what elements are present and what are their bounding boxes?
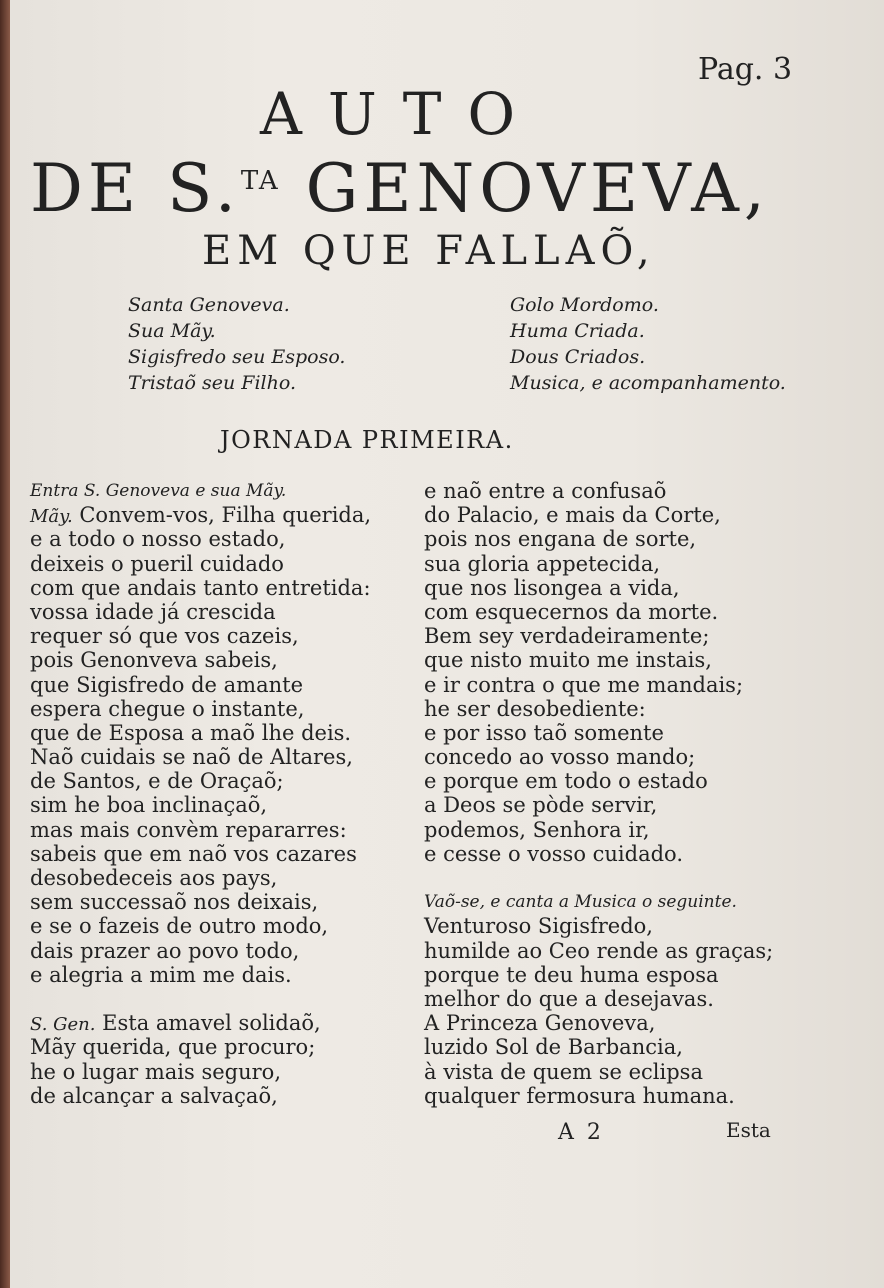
verse-line: que Sigisfredo de amante bbox=[30, 672, 303, 697]
verse-line: pois Genonveva sabeis, bbox=[30, 648, 278, 673]
text-column-left bbox=[30, 479, 371, 1108]
verse-line: deixeis o pueril cuidado bbox=[30, 551, 284, 576]
verse-line: Naõ cuidais se naõ de Altares, bbox=[30, 745, 353, 770]
verse-line: e cesse o vosso cuidado. bbox=[424, 841, 684, 866]
text-column-right bbox=[424, 479, 773, 1108]
verse-line: qualquer fermosura humana. bbox=[424, 1083, 735, 1108]
verse-line: sim he boa inclinaçaõ, bbox=[30, 793, 268, 818]
verse-line: sem successaõ nos deixais, bbox=[30, 890, 319, 915]
verse-line: vossa idade já crescida bbox=[30, 599, 276, 624]
verse-line: que nos lisongea a vida, bbox=[424, 575, 680, 600]
verse-line: he o lugar mais seguro, bbox=[30, 1059, 281, 1084]
verse-line: desobedeceis aos pays, bbox=[30, 866, 278, 890]
cast-item: Sigisfredo seu Esposo. bbox=[128, 346, 346, 368]
title-line-3: EM QUE FALLAÕ, bbox=[202, 228, 656, 274]
verse-line: espera chegue o instante, bbox=[30, 696, 305, 721]
verse-line: e porque em todo o estado bbox=[424, 769, 708, 794]
speaker-label: S. Gen. bbox=[30, 1014, 96, 1036]
verse-line: sabeis que em naõ vos cazares bbox=[30, 841, 357, 866]
verse-line: mas mais convèm repararres: bbox=[30, 817, 347, 842]
verse-line: e ir contra o que me mandais; bbox=[424, 672, 744, 697]
cast-list-right bbox=[510, 292, 786, 396]
verse-line: humilde ao Ceo rende as graças; bbox=[424, 938, 774, 963]
verse-line: à vista de quem se eclipsa bbox=[424, 1059, 703, 1084]
verse-line: e naõ entre a confusaõ bbox=[424, 479, 667, 503]
verse-line: Venturoso Sigisfredo, bbox=[424, 914, 653, 939]
verse-line: porque te deu huma esposa bbox=[424, 962, 719, 987]
verse-line: requer só que vos cazeis, bbox=[30, 624, 299, 649]
verse-line: a Deos se pòde servir, bbox=[424, 793, 658, 818]
verse-line: dais prazer ao povo todo, bbox=[30, 938, 300, 963]
stage-direction: Entra S. Genoveva e sua Mãy. bbox=[30, 481, 287, 501]
verse-line: e a todo o nosso estado, bbox=[30, 527, 286, 552]
verse-line: Mãy. Convem-vos, Filha querida, bbox=[30, 503, 372, 528]
cast-item: Golo Mordomo. bbox=[510, 294, 659, 316]
signature-mark: A 2 bbox=[558, 1120, 604, 1145]
verse-line: pois nos engana de sorte, bbox=[424, 527, 697, 552]
verse-line: e por isso taõ somente bbox=[424, 720, 664, 745]
verse-line: e se o fazeis de outro modo, bbox=[30, 914, 329, 939]
cast-item: Tristaõ seu Filho. bbox=[128, 372, 297, 394]
verse-line: de Santos, e de Oraçaõ; bbox=[30, 769, 284, 794]
book-spine-edge bbox=[0, 0, 10, 1288]
verse-line: Bem sey verdadeiramente; bbox=[424, 624, 710, 649]
section-heading: JORNADA PRIMEIRA. bbox=[220, 426, 514, 454]
verse-line: A Princeza Genoveva, bbox=[424, 1011, 656, 1036]
cast-item: Musica, e acompanhamento. bbox=[510, 372, 786, 394]
title-line-2: DE S.$^{TA}$ GENOVEVA, bbox=[30, 150, 770, 227]
verse-line: S. Gen. Esta amavel solidaõ, bbox=[30, 1011, 321, 1036]
verse-line: que de Esposa a maõ lhe deis. bbox=[30, 720, 352, 745]
verse-line bbox=[424, 866, 773, 890]
verse-line: concedo ao vosso mando; bbox=[424, 745, 696, 770]
verse-line: luzido Sol de Barbancia, bbox=[424, 1035, 683, 1060]
cast-item: Santa Genoveva. bbox=[128, 294, 290, 316]
verse-line: sua gloria appetecida, bbox=[424, 551, 661, 576]
verse-line: de alcançar a salvaçaõ, bbox=[30, 1083, 278, 1108]
cast-item: Sua Mãy. bbox=[128, 320, 216, 342]
verse-line: do Palacio, e mais da Corte, bbox=[424, 503, 721, 528]
title-line-1: AUTO bbox=[260, 80, 542, 148]
cast-item: Huma Criada. bbox=[510, 320, 645, 342]
verse-line: que nisto muito me instais, bbox=[424, 648, 712, 673]
verse-line: melhor do que a desejavas. bbox=[424, 986, 714, 1011]
verse-line: podemos, Senhora ir, bbox=[424, 817, 650, 842]
verse-line: e alegria a mim me dais. bbox=[30, 962, 292, 987]
verse-line: com que andais tanto entretida: bbox=[30, 575, 371, 600]
verse-line: Mãy querida, que procuro; bbox=[30, 1035, 316, 1060]
catchword: Esta bbox=[726, 1118, 771, 1142]
page-number: Pag. 3 bbox=[698, 52, 793, 87]
cast-item: Dous Criados. bbox=[510, 346, 646, 368]
cast-list-left bbox=[128, 292, 345, 396]
verse-line bbox=[30, 987, 371, 1011]
book-page bbox=[10, 0, 884, 1288]
stage-direction: Vaõ-se, e canta a Musica o seguinte. bbox=[424, 892, 737, 913]
verse-line: he ser desobediente: bbox=[424, 696, 646, 721]
speaker-label: Mãy. bbox=[30, 506, 73, 528]
verse-line: com esquecernos da morte. bbox=[424, 599, 719, 624]
